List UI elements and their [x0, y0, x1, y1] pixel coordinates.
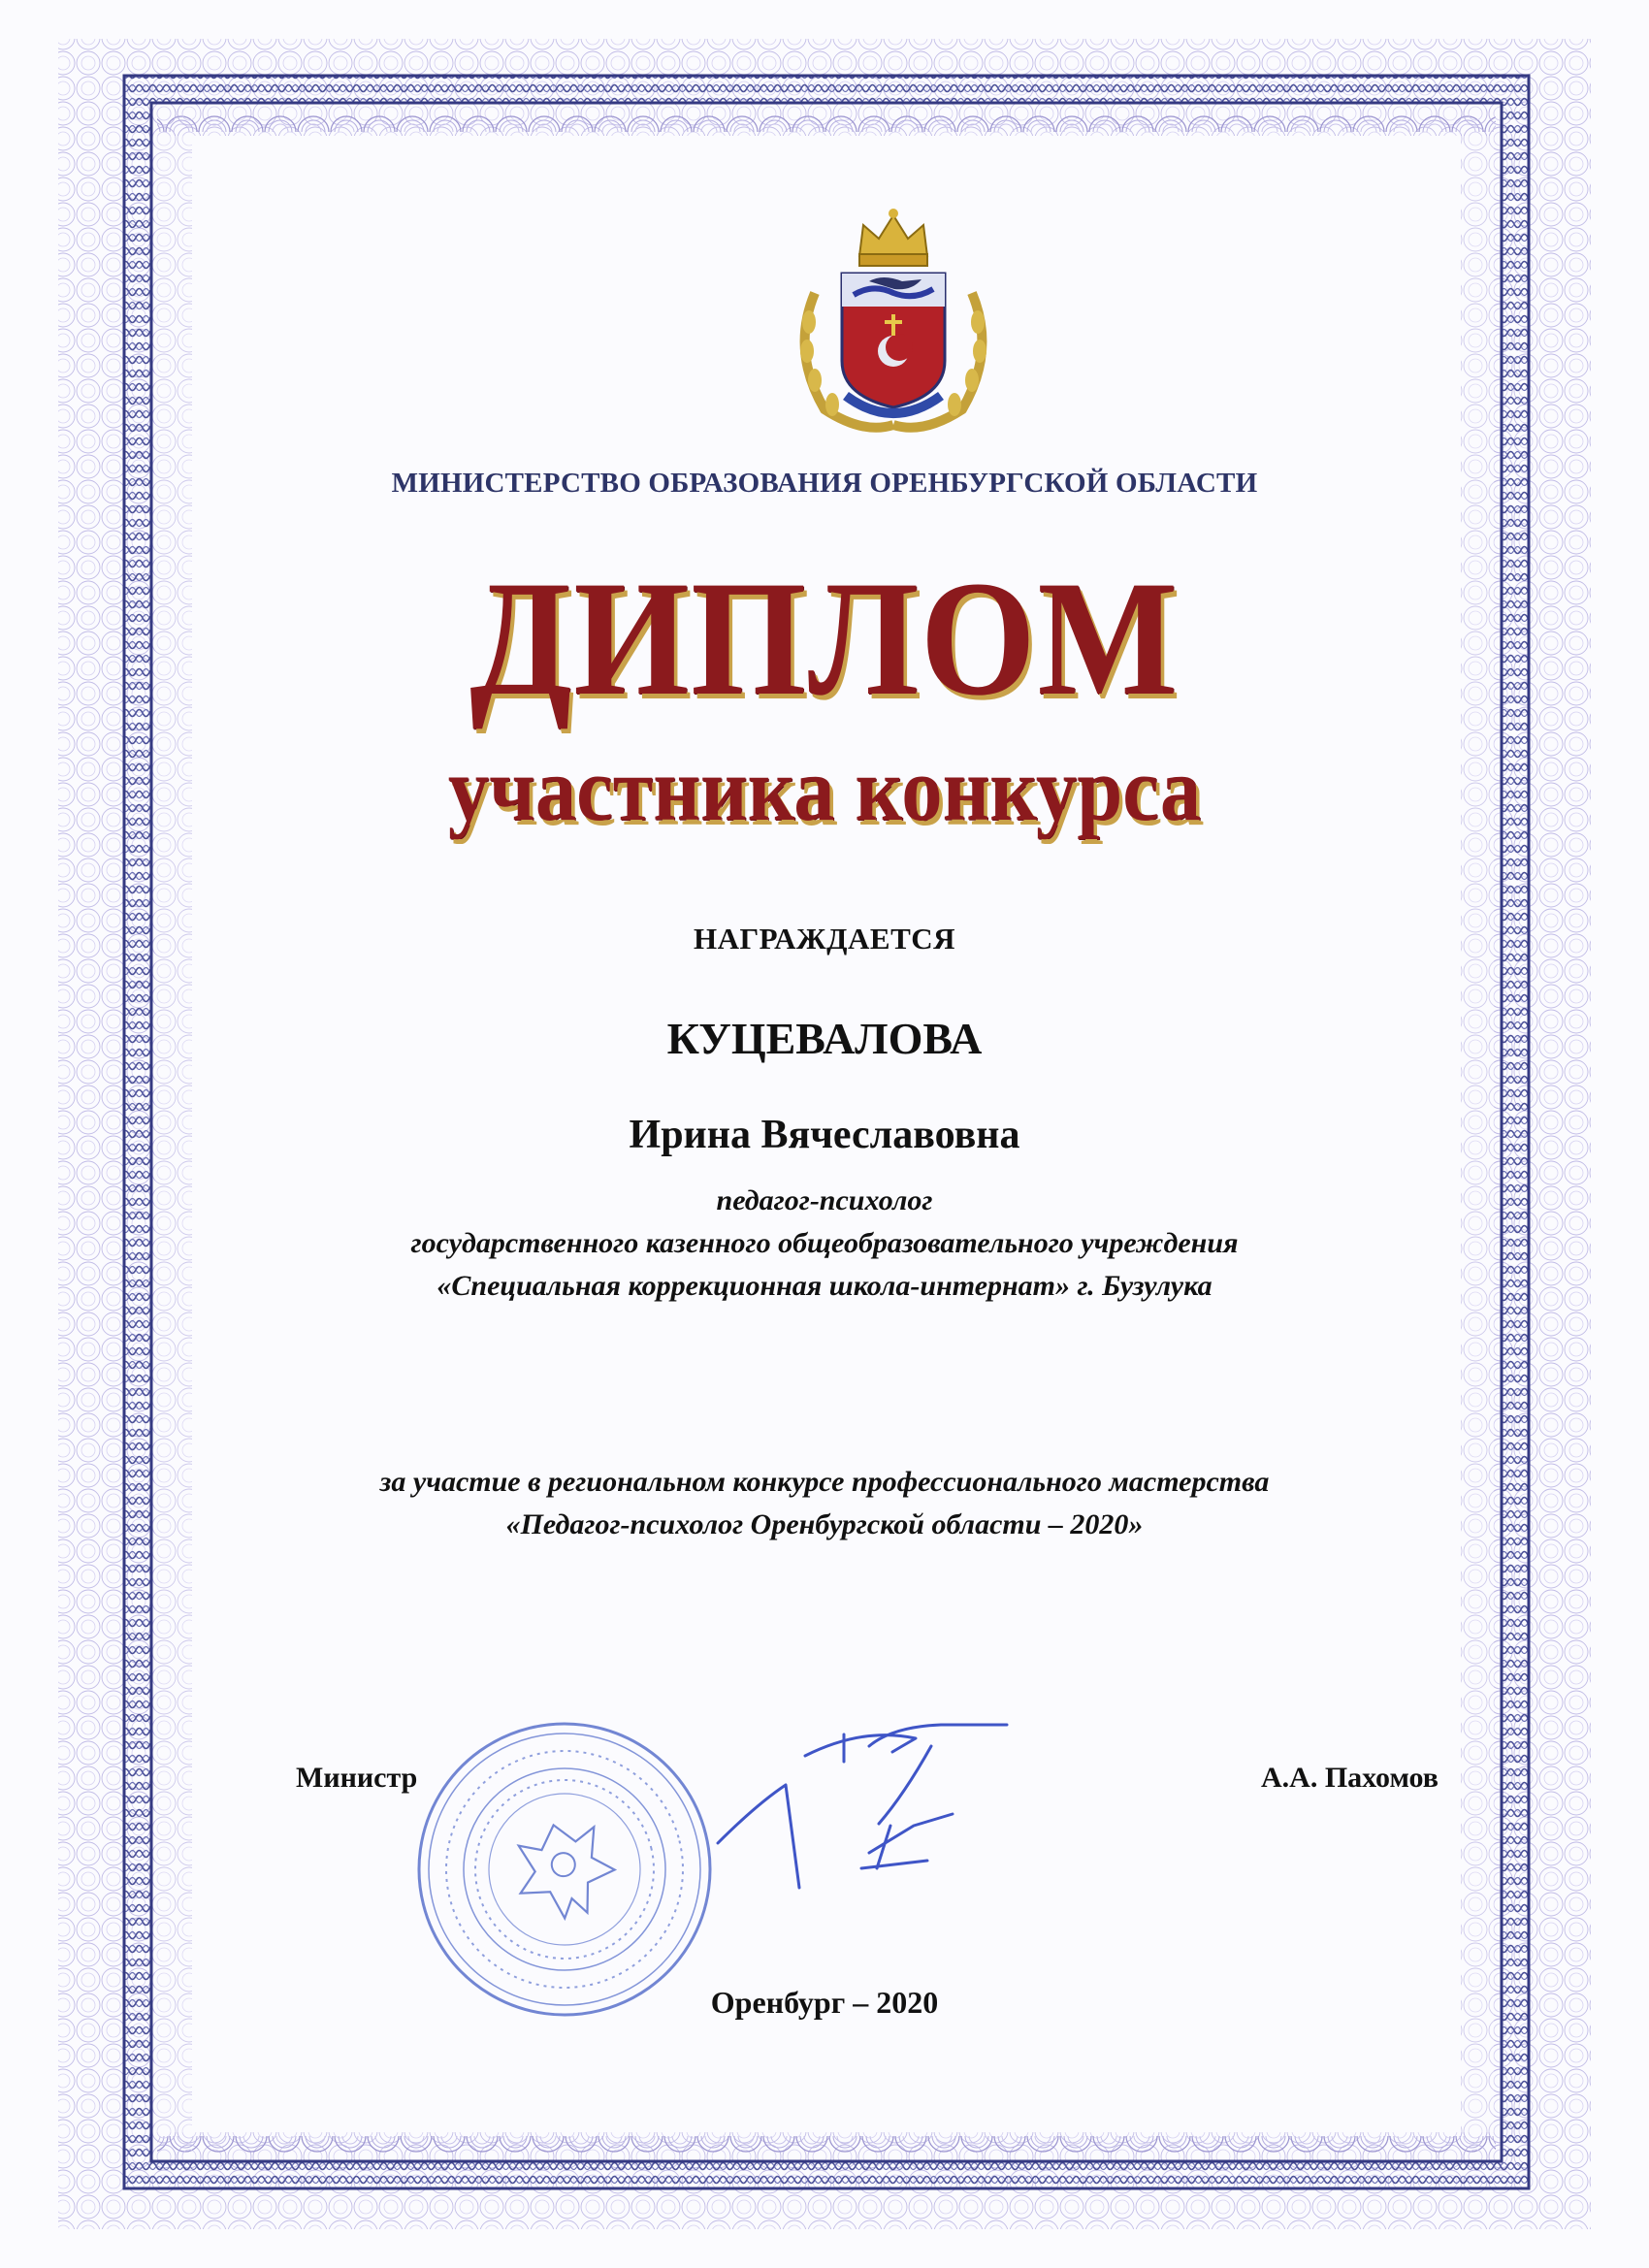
- position-line: «Специальная коррекционная школа-интернат» г. Бузулука: [436, 1270, 1212, 1302]
- official-seal-stamp: [380, 1709, 749, 2029]
- award-reason-line: «Педагог-психолог Оренбургской области – 2020»: [505, 1508, 1144, 1540]
- awarded-label: НАГРАЖДАЕТСЯ: [693, 922, 956, 956]
- position-line: государственного казенного общеобразовательного учреждения: [410, 1227, 1239, 1259]
- ministry-name: МИНИСТЕРСТВО ОБРАЗОВАНИЯ ОРЕНБУРГСКОЙ ОБЛАСТИ: [391, 468, 1258, 499]
- position-line: педагог-психолог: [716, 1184, 933, 1216]
- signatory-role: Министр: [296, 1762, 418, 1794]
- city-and-year: Оренбург – 2020: [710, 1985, 939, 2020]
- signatory-name: А.А. Пахомов: [1261, 1762, 1439, 1794]
- handwritten-signature: [698, 1717, 1018, 1901]
- recipient-given-names: Ирина Вячеславовна: [629, 1113, 1020, 1157]
- award-reason-line: за участие в региональном конкурсе профессионального мастерства: [379, 1466, 1270, 1498]
- diploma-subtitle: участника конкурса: [447, 739, 1202, 840]
- recipient-surname: КУЦЕВАЛОВА: [666, 1014, 983, 1063]
- diploma-title: ДИПЛОМ: [469, 547, 1180, 729]
- orenburg-coat-of-arms-icon: [786, 206, 1001, 435]
